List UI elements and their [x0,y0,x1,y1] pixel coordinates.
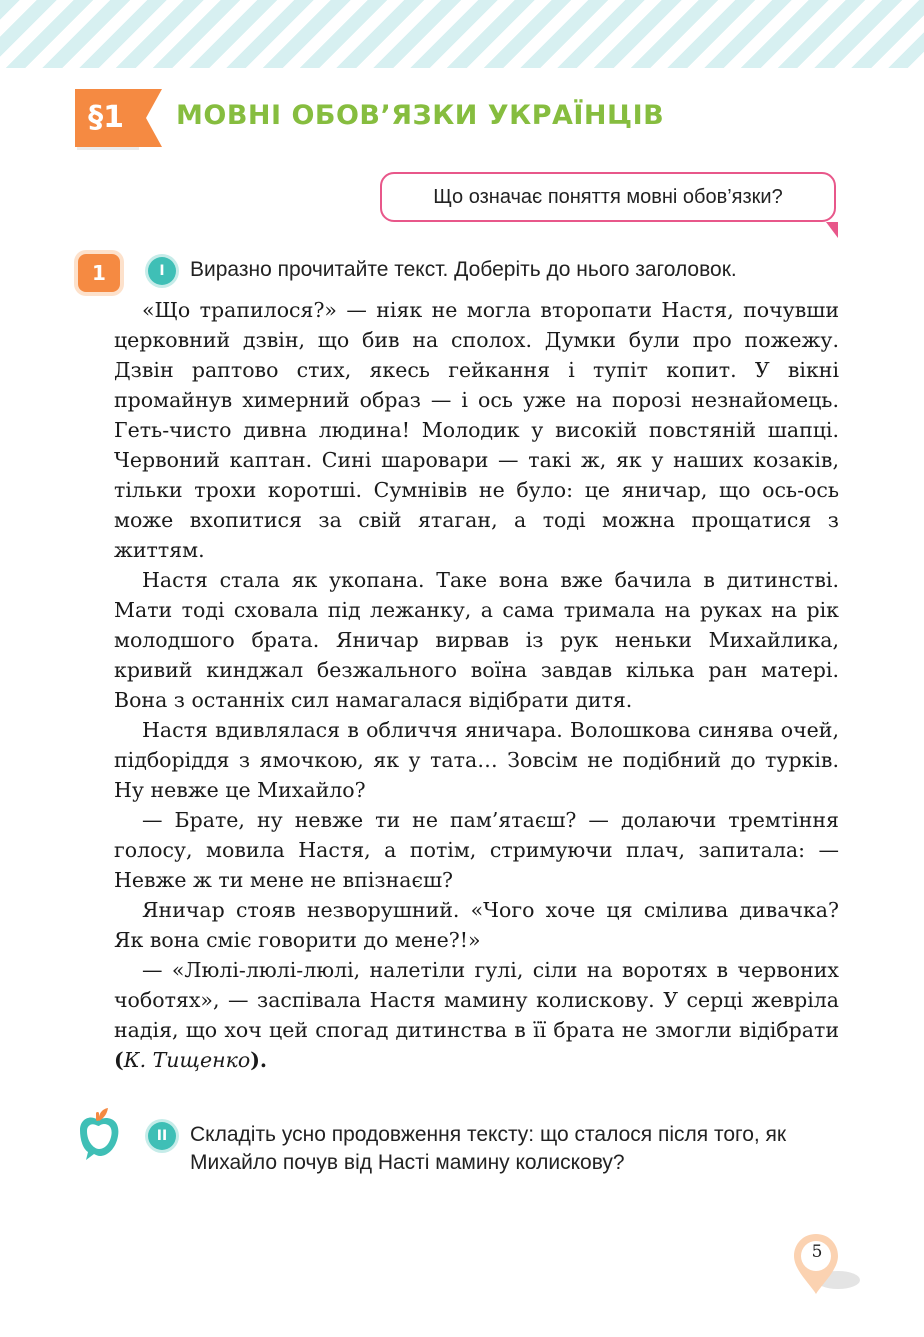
text-paragraph: Настя вдивлялася в обличчя яничара. Волошкова синява очей, підборіддя з ямочкою, як у тата… Зовсім не подібний до турків. Ну невже це Михайло? [114,718,839,802]
reading-text [114,295,839,1075]
task-marker-2: II [148,1122,176,1150]
text-paragraph: «Що трапилося?» — ніяк не могла второпати Настя, почувши церковний дзвін, що бив на сполох. Думки були про пожежу. Дзвін раптово стих, якесь гейкання і тупіт копит. У вікні промайнув химерний образ — і ось уже на порозі незнайомець. Геть-чисто дивна людина! Молодик у високій повстяній шапці. Червоний каптан. Сині шаровари — такі ж, як у наших козаків, тільки трохи коротші. Сумнівів не було: це яничар, що ось-ось може вхопитися за свій ятаган, а тоді можна прощатися з життям. [114,298,839,562]
source-open: ( [114,1048,124,1072]
section-title: МОВНІ ОБОВ’ЯЗКИ УКРАЇНЦІВ [176,100,665,131]
task-1-text: Виразно прочитайте текст. Доберіть до нього заголовок. [190,258,737,281]
apple-icon [74,1106,124,1162]
question-corner-mark [826,222,838,238]
text-paragraph-body: — «Люлі-люлі-люлі, налетіли гулі, сіли на воротях в червоних чоботях», — заспівала Настя мамину колискову. У серці жевріла надія, що хоч цей спогад дитинства в її брата не змогли відібрати [114,958,839,1042]
source-author: К. Тищенко [123,1048,251,1072]
task-2-text: Складіть усно продовження тексту: що сталося після того, як Михайло почув від Насті мамину колискову? [190,1123,787,1174]
section-badge: §1 [75,89,137,147]
exercise-number: 1 [78,254,120,292]
section-badge-tail [136,89,162,147]
source-close: ). [250,1048,268,1072]
text-paragraph-last [114,955,839,1075]
text-paragraph: Настя стала як укопана. Таке вона вже бачила в дитинстві. Мати тоді сховала під лежанку, а сама тримала на руках на рік молодшого брата. Яничар вирвав із рук неньки Михайлика, кривий кинджал безжального воїна завдав кілька ран матері. Вона з останніх сил намагалася відібрати дитя. [114,568,839,712]
text-paragraph: — Брате, ну невже ти не пам’ятаєш? — долаючи тремтіння голосу, мовила Настя, а потім, стримуючи плач, запитала: — Невже ж ти мене не впізнаєш? [114,808,839,892]
text-paragraph: Яничар стояв незворушний. «Чого хоче ця смілива дивачка? Як вона сміє говорити до мене?!» [114,898,839,952]
top-decorative-stripes [0,0,924,68]
map-pin-icon [790,1230,862,1302]
task-marker-1: I [148,257,176,285]
guiding-question: Що означає поняття мовні обов’язки? [380,172,836,222]
page-number: 5 [811,1242,823,1262]
